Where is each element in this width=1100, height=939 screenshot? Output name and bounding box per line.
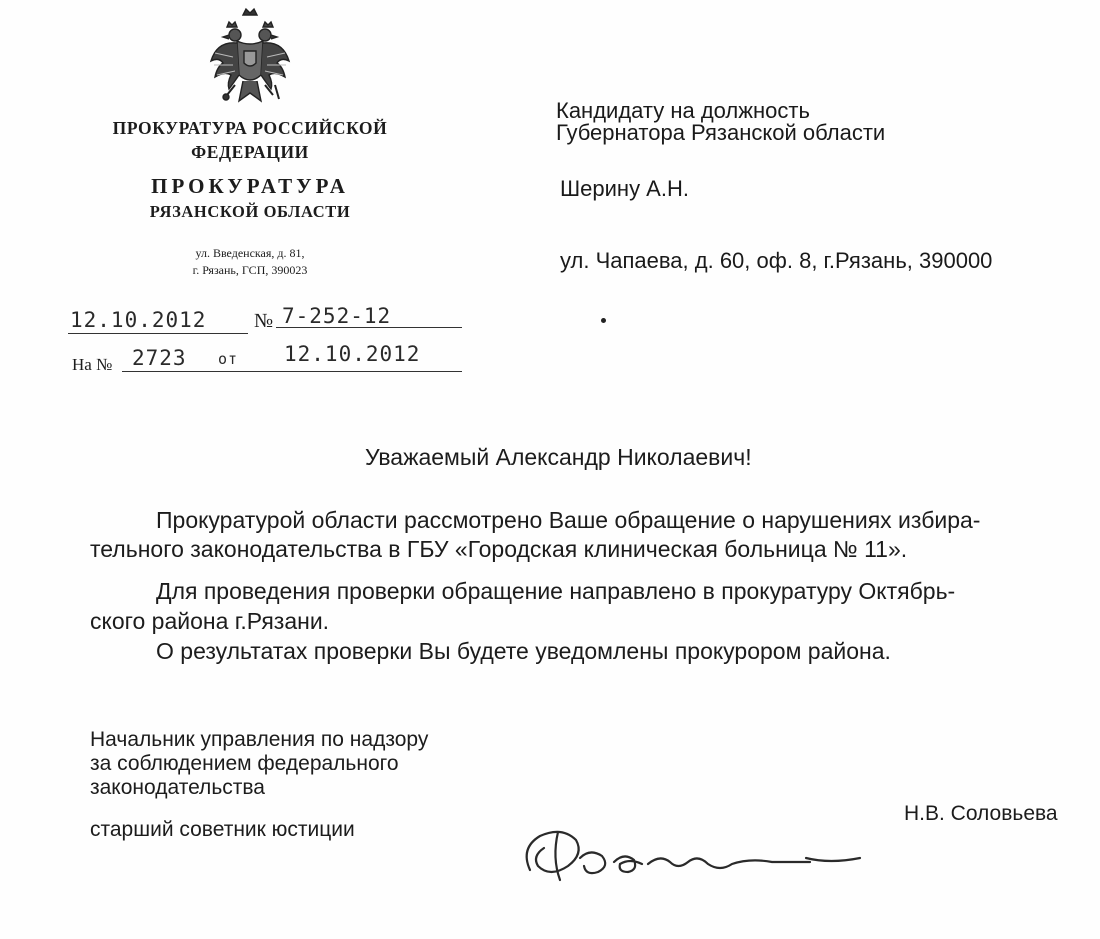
registration-number: 7-252-12 (282, 304, 392, 328)
org-name-line1: ПРОКУРАТУРА РОССИЙСКОЙ (112, 118, 388, 138)
recipient-address: ул. Чапаева, д. 60, оф. 8, г.Рязань, 390000 (560, 248, 993, 273)
org-name-line4: РЯЗАНСКОЙ ОБЛАСТИ (149, 202, 351, 221)
handwritten-signature-icon (510, 818, 880, 898)
org-name-line3: ПРОКУРАТУРА (151, 174, 349, 198)
reply-date: 12.10.2012 (284, 342, 421, 366)
paragraph2-line2: ского района г.Рязани. (90, 608, 330, 634)
eagle-emblem-icon (205, 5, 295, 117)
paragraph1-line1: Прокуратурой области рассмотрено Ваше обращение о нарушениях избира- (156, 507, 981, 533)
signer-position-line2: за соблюдением федерального (90, 752, 399, 775)
recipient-line1: Кандидату на должность (556, 98, 810, 123)
org-name-line2: ФЕДЕРАЦИИ (191, 142, 309, 162)
registration-number-label: № (254, 310, 274, 332)
paragraph2-line1: Для проведения проверки обращение направлено в прокуратуру Октябрь- (156, 578, 956, 604)
paragraph1-line2: тельного законодательства в ГБУ «Городская клиническая больница № 11». (90, 536, 908, 562)
salutation: Уважаемый Александр Николаевич! (365, 444, 752, 470)
reply-number-label: На № (72, 355, 113, 374)
recipient-name: Шерину А.Н. (560, 176, 689, 201)
signer-position-line3: законодательства (90, 776, 265, 799)
org-address-line1: ул. Введенская, д. 81, (195, 246, 305, 260)
org-address-line2: г. Рязань, ГСП, 390023 (192, 263, 308, 277)
ink-dot (601, 318, 606, 323)
recipient-line2: Губернатора Рязанской области (556, 120, 886, 145)
signer-name: Н.В. Соловьева (904, 802, 1058, 825)
reply-underline (122, 371, 462, 372)
date-underline (68, 333, 248, 334)
signer-rank: старший советник юстиции (90, 818, 355, 841)
number-underline (276, 327, 462, 328)
signer-position-line1: Начальник управления по надзору (90, 728, 429, 751)
paragraph3-line1: О результатах проверки Вы будете уведомлены прокурором района. (156, 638, 891, 664)
reply-from: от (218, 350, 239, 368)
reply-number: 2723 (132, 346, 187, 370)
registration-date: 12.10.2012 (70, 308, 207, 332)
